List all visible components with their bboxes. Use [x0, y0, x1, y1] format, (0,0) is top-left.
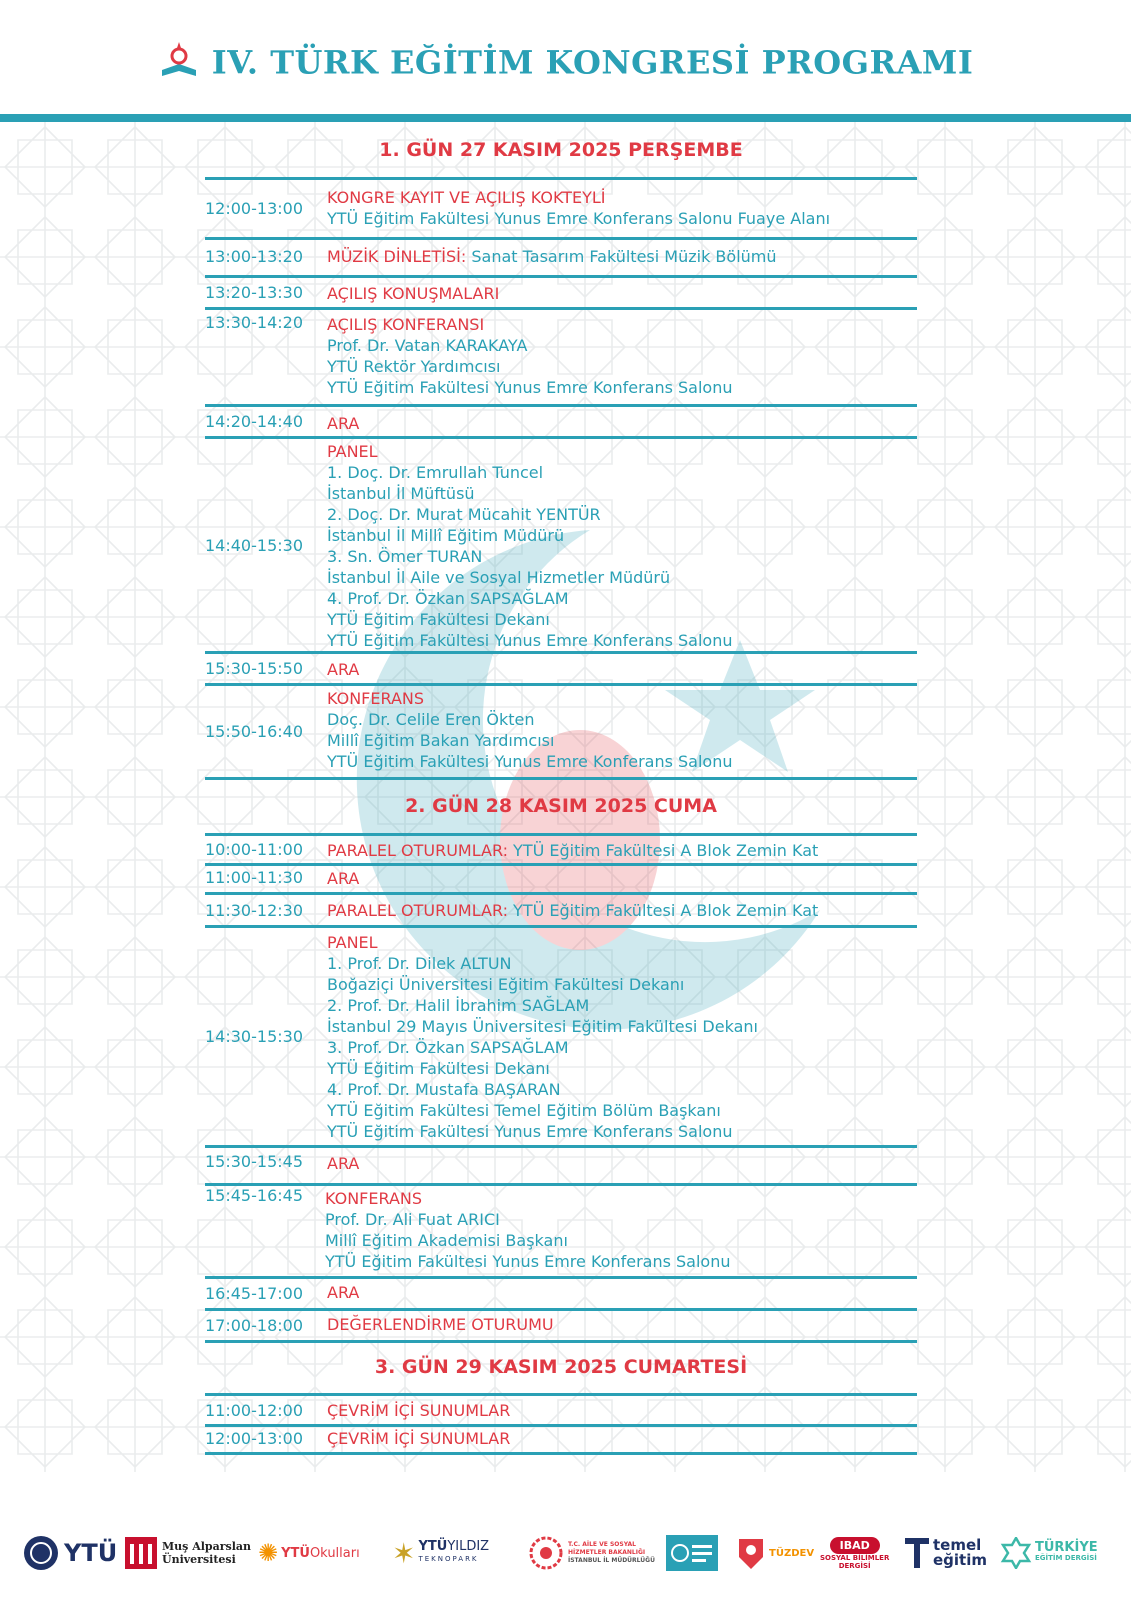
- row-line: 4. Prof. Dr. Özkan SAPSAĞLAM: [327, 589, 569, 608]
- aile-text-1: T.C. AİLE VE SOSYAL: [568, 1541, 636, 1548]
- row-line: 3. Sn. Ömer TURAN: [327, 547, 483, 566]
- yildiz-text-a: YTÜ: [418, 1539, 448, 1554]
- row-line: 4. Prof. Dr. Mustafa BAŞARAN: [327, 1080, 561, 1099]
- ytu-seal-icon: [22, 1534, 60, 1572]
- header: [0, 0, 1131, 114]
- mus-emblem-icon: [124, 1536, 158, 1570]
- row-line: 1. Prof. Dr. Dilek ALTUN: [327, 954, 512, 973]
- row-time: 13:20-13:30: [205, 283, 303, 302]
- row-line: 2. Doç. Dr. Murat Mücahit YENTÜR: [327, 505, 601, 524]
- row-line: Prof. Dr. Vatan KARAKAYA: [327, 336, 528, 355]
- row-line: Prof. Dr. Ali Fuat ARICI: [325, 1210, 500, 1229]
- row-content: [327, 187, 917, 229]
- row-line: YTÜ Eğitim Fakültesi Yunus Emre Konferans Salonu: [327, 1122, 733, 1141]
- table-row: [205, 237, 917, 278]
- temel-egitim-logo: [903, 1520, 987, 1586]
- row-detail: YTÜ Eğitim Fakültesi A Blok Zemin Kat: [513, 901, 819, 920]
- row-content: [327, 1153, 917, 1174]
- row-line: Boğaziçi Üniversitesi Eğitim Fakültesi Dekanı: [327, 975, 685, 994]
- row-line: Millî Eğitim Akademisi Başkanı: [325, 1231, 568, 1250]
- row-time: 15:30-15:50: [205, 659, 303, 678]
- row-time: 16:45-17:00: [205, 1284, 303, 1303]
- dergi-text-a: TÜRKİYE: [1035, 1540, 1098, 1555]
- table-row: [205, 1393, 917, 1427]
- tuzdev-logo: [736, 1520, 814, 1586]
- row-content: [327, 441, 917, 651]
- row-line: KONFERANS: [325, 1189, 423, 1208]
- title-text: IV. TÜRK EĞİTİM KONGRESİ PROGRAMI: [211, 43, 974, 82]
- ytu-okullari-logo: [258, 1520, 360, 1586]
- aile-text-3: İSTANBUL İL MÜDÜRLÜĞÜ: [568, 1557, 655, 1564]
- table-row: [205, 407, 917, 439]
- row-content: [327, 840, 917, 861]
- table-row: [205, 1148, 917, 1186]
- tuzdev-emblem-icon: [736, 1535, 766, 1571]
- ibad-sub-1: SOSYAL BİLİMLER: [820, 1553, 890, 1562]
- row-time: 15:50-16:40: [205, 722, 303, 741]
- row-time: 11:00-12:00: [205, 1400, 303, 1420]
- yildiz-text-c: TEKNOPARK: [418, 1555, 479, 1563]
- row-line: KONGRE KAYIT VE AÇILIŞ KOKTEYLİ: [327, 188, 606, 207]
- row-content: [327, 413, 917, 434]
- dernek-emblem-icon: [666, 1535, 718, 1571]
- table-row: [205, 1279, 917, 1311]
- row-line: YTÜ Eğitim Fakültesi Dekanı: [327, 610, 550, 629]
- row-line: YTÜ Eğitim Fakültesi Yunus Emre Konferans Salonu Fuaye Alanı: [327, 209, 831, 228]
- ibad-logo: [820, 1520, 889, 1586]
- table-row: [205, 310, 917, 407]
- row-line: KONFERANS: [327, 689, 425, 708]
- temel-egitim-icon: [903, 1536, 931, 1570]
- row-time: 17:00-18:00: [205, 1316, 303, 1335]
- table-row: [205, 1186, 917, 1279]
- row-line: AÇILIŞ KONFERANSI: [327, 315, 485, 334]
- row-line: ÇEVRİM İÇİ SUNUMLAR: [327, 1429, 511, 1448]
- table-row: [205, 1424, 917, 1455]
- row-time: 12:00-13:00: [205, 1428, 303, 1448]
- row-line: ARA: [327, 1283, 360, 1302]
- row-time: 15:30-15:45: [205, 1152, 303, 1171]
- row-time: 13:00-13:20: [205, 246, 303, 266]
- day-1-heading: 1. GÜN 27 KASIM 2025 PERŞEMBE: [379, 139, 743, 161]
- row-label: PARALEL OTURUMLAR:: [327, 841, 514, 860]
- row-time: 11:00-11:30: [205, 868, 303, 887]
- row-line: ARA: [327, 869, 360, 888]
- row-content: [327, 1400, 917, 1421]
- table-row: [205, 833, 917, 866]
- row-line: YTÜ Eğitim Fakültesi Dekanı: [327, 1059, 550, 1078]
- row-line: ÇEVRİM İÇİ SUNUMLAR: [327, 1401, 511, 1420]
- row-line: İstanbul İl Aile ve Sosyal Hizmetler Müdürü: [327, 568, 671, 587]
- row-detail: Sanat Tasarım Fakültesi Müzik Bölümü: [471, 247, 777, 266]
- dergi-text-b: EĞİTİM DERGİSİ: [1035, 1554, 1097, 1562]
- table-row: [205, 895, 917, 928]
- row-content: [327, 283, 917, 304]
- table-row: [205, 654, 917, 686]
- header-divider: [0, 114, 1131, 122]
- row-content: [327, 900, 917, 921]
- row-line: YTÜ Eğitim Fakültesi Yunus Emre Konferans Salonu: [325, 1252, 731, 1271]
- table-row: [205, 1311, 917, 1343]
- row-line: PANEL: [327, 933, 378, 952]
- day-2-heading: 2. GÜN 28 KASIM 2025 CUMA: [405, 795, 717, 817]
- dergi-emblem-icon: [1000, 1537, 1032, 1569]
- yildiz-text-b: YILDIZ: [447, 1539, 490, 1554]
- row-line: YTÜ Eğitim Fakültesi Yunus Emre Konferans Salonu: [327, 631, 733, 650]
- row-content: [325, 1188, 917, 1272]
- row-content: [327, 1314, 917, 1335]
- row-line: İstanbul 29 Mayıs Üniversitesi Eğitim Fakültesi Dekanı: [327, 1017, 758, 1036]
- row-content: [327, 246, 917, 267]
- row-detail: YTÜ Eğitim Fakültesi A Blok Zemin Kat: [513, 841, 819, 860]
- ytu-logo: [22, 1520, 117, 1586]
- row-line: YTÜ Eğitim Fakültesi Yunus Emre Konferans Salonu: [327, 752, 733, 771]
- row-line: YTÜ Rektör Yardımcısı: [327, 357, 501, 376]
- table-row: [205, 863, 917, 895]
- table-row: [205, 439, 917, 654]
- temel-text-b: eğitim: [933, 1551, 987, 1569]
- row-content: [327, 1428, 917, 1449]
- ministry-emblem-icon: [528, 1535, 564, 1571]
- day-3-heading: 3. GÜN 29 KASIM 2025 CUMARTESİ: [374, 1356, 748, 1378]
- mus-text-1: Muş Alparslan: [162, 1540, 252, 1553]
- temel-text-a: temel: [933, 1536, 982, 1554]
- table-row: [205, 177, 917, 240]
- ibad-sub-2: DERGİSİ: [838, 1561, 871, 1570]
- star-icon: ✶: [392, 1536, 416, 1570]
- row-time: 14:40-15:30: [205, 535, 303, 555]
- mus-text-2: Üniversitesi: [162, 1553, 236, 1566]
- row-line: 3. Prof. Dr. Özkan SAPSAĞLAM: [327, 1038, 569, 1057]
- row-line: Millî Eğitim Bakan Yardımcısı: [327, 731, 555, 750]
- row-time: 10:00-11:00: [205, 840, 303, 859]
- row-line: Doç. Dr. Celile Eren Ökten: [327, 710, 535, 729]
- row-time: 14:20-14:40: [205, 412, 303, 431]
- row-label: MÜZİK DİNLETİSİ:: [327, 247, 472, 266]
- row-content: [327, 659, 917, 680]
- okul-text-b: Okulları: [309, 1545, 360, 1561]
- row-time: 13:30-14:20: [205, 313, 303, 332]
- row-time: 12:00-13:00: [205, 199, 303, 218]
- table-row: [205, 278, 917, 310]
- table-row: [205, 686, 917, 780]
- row-line: ARA: [327, 1154, 360, 1173]
- ibad-text: IBAD: [830, 1537, 880, 1554]
- row-line: PANEL: [327, 442, 378, 461]
- row-line: ARA: [327, 414, 360, 433]
- sponsor-footer: [0, 1520, 1131, 1586]
- row-time: 14:30-15:30: [205, 1027, 303, 1046]
- page-title: [0, 40, 1131, 90]
- row-line: İstanbul İl Müftüsü: [327, 484, 475, 503]
- row-time: 11:30-12:30: [205, 900, 303, 920]
- row-content: [327, 868, 917, 889]
- row-line: DEĞERLENDİRME OTURUMU: [327, 1315, 554, 1334]
- row-line: YTÜ Eğitim Fakültesi Yunus Emre Konferans Salonu: [327, 378, 733, 397]
- sun-icon: ✺: [258, 1539, 279, 1567]
- ytu-yildiz-logo: [392, 1520, 489, 1586]
- aile-bakanligi-logo: [528, 1520, 655, 1586]
- row-line: AÇILIŞ KONUŞMALARI: [327, 284, 500, 303]
- row-line: İstanbul İl Millî Eğitim Müdürü: [327, 526, 565, 545]
- table-row: [205, 928, 917, 1148]
- row-line: 2. Prof. Dr. Halil İbrahim SAĞLAM: [327, 996, 590, 1015]
- ytu-text: YTÜ: [64, 1539, 118, 1567]
- turkiye-dernek-logo: [666, 1520, 718, 1586]
- turkiye-egitim-dergisi-logo: [1000, 1520, 1098, 1586]
- tuzdev-text: TÜZDEV: [769, 1547, 815, 1559]
- congress-logo-icon: [158, 40, 200, 90]
- row-time: 15:45-16:45: [205, 1186, 303, 1205]
- row-line: YTÜ Eğitim Fakültesi Temel Eğitim Bölüm Başkanı: [327, 1101, 721, 1120]
- mus-logo: [124, 1520, 251, 1586]
- row-line: 1. Doç. Dr. Emrullah Tuncel: [327, 463, 544, 482]
- okul-text-a: YTÜ: [281, 1545, 310, 1561]
- row-content: [327, 314, 917, 398]
- aile-text-2: HİZMETLER BAKANLIĞI: [568, 1549, 646, 1556]
- row-label: PARALEL OTURUMLAR:: [327, 901, 514, 920]
- row-content: [327, 688, 917, 772]
- row-content: [327, 932, 917, 1142]
- row-content: [327, 1282, 917, 1303]
- row-line: ARA: [327, 660, 360, 679]
